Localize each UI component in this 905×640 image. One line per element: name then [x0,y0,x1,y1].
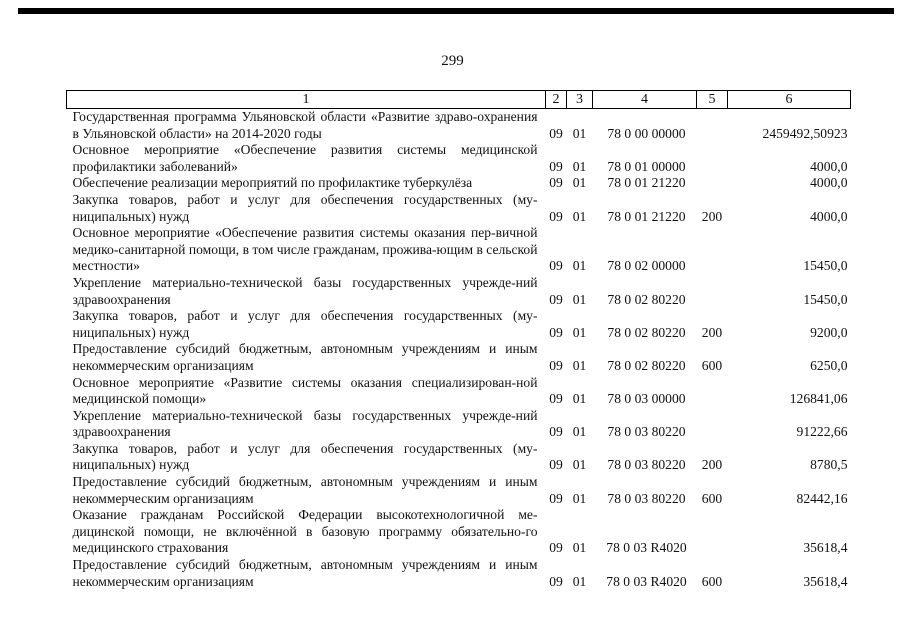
row-podrazdel-cell: 01 [572,258,587,274]
row-vr-cell [697,375,728,408]
row-sum-cell: 126841,06 [789,391,848,407]
row-podrazdel-cell: 01 [572,424,587,440]
row-razdel-cell: 09 [549,125,563,141]
row-csr-cell: 78 0 00 00000 [607,125,686,141]
table-row [67,341,851,374]
row-vr-cell [697,275,728,308]
table-row [67,408,851,441]
row-podrazdel-cell: 01 [572,573,587,589]
row-vr-cell: 200 [701,208,723,224]
row-podrazdel-cell: 01 [572,125,587,141]
row-name-cell: Закупка товаров, работ и услуг для обеспечения государственных (му-ниципальных) нужд [72,440,538,473]
row-sum-cell: 4000,0 [810,158,848,174]
row-name-cell: Укрепление материально-технической базы государственных учрежде-ний здравоохранения [72,407,538,440]
row-razdel-cell: 09 [549,573,563,589]
row-razdel-cell: 09 [549,490,563,506]
row-razdel-cell: 09 [549,357,563,373]
page-number: 299 [441,53,464,69]
table-row [67,225,851,275]
table-row [67,308,851,341]
row-csr-cell: 78 0 02 80220 [607,357,686,373]
row-name-cell: Основное мероприятие «Обеспечение развития системы медицинской профилактики заболеваний» [72,142,538,174]
row-podrazdel-cell: 01 [572,457,587,473]
row-sum-cell: 35618,4 [803,540,848,556]
row-vr-cell: 600 [701,573,723,589]
table-row [67,109,851,143]
header-col-2: 2 [546,91,567,109]
row-name-cell: Основное мероприятие «Развитие системы оказания специализирован-ной медицинской помощи» [72,374,538,407]
row-csr-cell: 78 0 03 80220 [607,457,686,473]
table-row [67,474,851,507]
row-vr-cell [697,142,728,175]
row-razdel-cell: 09 [549,158,563,174]
row-sum-cell: 15450,0 [803,258,848,274]
row-podrazdel-cell: 01 [572,490,587,506]
table-row [67,375,851,408]
row-sum-cell: 8780,5 [810,457,848,473]
row-sum-cell: 4000,0 [810,208,848,224]
table-row [67,175,851,192]
row-razdel-cell: 09 [549,391,563,407]
row-csr-cell: 78 0 02 80220 [607,291,686,307]
row-vr-cell [697,507,728,557]
row-name-cell: Закупка товаров, работ и услуг для обеспечения государственных (му-ниципальных) нужд [72,191,538,224]
row-vr-cell [697,408,728,441]
header-col-1: 1 [67,91,546,109]
row-podrazdel-cell: 01 [572,324,587,340]
row-name-cell: Оказание гражданам Российской Федерации высокотехнологичной ме-дицинской помощи, не включённой в базовую программу обязательно-го медицинского страхования [72,507,538,556]
row-vr-cell: 200 [701,457,723,473]
row-vr-cell [697,175,728,192]
row-razdel-cell: 09 [549,424,563,440]
table-row [67,441,851,474]
row-razdel-cell: 09 [549,258,563,274]
row-csr-cell: 78 0 02 80220 [607,324,686,340]
row-vr-cell: 200 [701,324,723,340]
row-podrazdel-cell: 01 [572,208,587,224]
table-row [67,275,851,308]
header-col-3: 3 [567,91,593,109]
row-podrazdel-cell: 01 [572,175,587,191]
row-vr-cell [697,109,728,143]
row-csr-cell: 78 0 03 R4020 [606,540,687,556]
header-col-5: 5 [697,91,728,109]
top-border-rule [18,8,894,14]
row-name-cell: Обеспечение реализации мероприятий по профилактике туберкулёза [72,175,473,191]
row-razdel-cell: 09 [549,324,563,340]
row-vr-cell [697,225,728,275]
row-name-cell: Предоставление субсидий бюджетным, автономным учреждениям и иным некоммерческим организациям [72,474,538,506]
header-row [67,91,851,109]
row-podrazdel-cell: 01 [572,357,587,373]
row-podrazdel-cell: 01 [572,158,587,174]
row-razdel-cell: 09 [549,208,563,224]
row-sum-cell: 6250,0 [810,357,848,373]
row-csr-cell: 78 0 03 00000 [607,391,686,407]
row-name-cell: Укрепление материально-технической базы государственных учрежде-ний здравоохранения [72,274,538,307]
row-podrazdel-cell: 01 [572,540,587,556]
row-csr-cell: 78 0 03 R4020 [606,573,687,589]
row-razdel-cell: 09 [549,291,563,307]
row-csr-cell: 78 0 01 21220 [607,208,686,224]
table-row [67,507,851,557]
budget-table [66,90,851,590]
row-name-cell: Основное мероприятие «Обеспечение развития системы оказания пер-вичной медико-санитарной помощи, в том числе гражданам, прожива-ющим в сельской местности» [72,225,538,274]
row-sum-cell: 2459492,50923 [762,125,848,141]
row-csr-cell: 78 0 01 21220 [607,175,686,191]
row-name-cell: Предоставление субсидий бюджетным, автономным учреждениям и иным некоммерческим организациям [72,557,538,589]
row-podrazdel-cell: 01 [572,291,587,307]
row-csr-cell: 78 0 03 80220 [607,490,686,506]
row-csr-cell: 78 0 02 00000 [607,258,686,274]
table-row [67,192,851,225]
row-razdel-cell: 09 [549,540,563,556]
table-row [67,557,851,590]
row-sum-cell: 35618,4 [803,573,848,589]
row-sum-cell: 91222,66 [796,424,848,440]
row-sum-cell: 82442,16 [796,490,848,506]
table-row [67,142,851,175]
row-name-cell: Закупка товаров, работ и услуг для обеспечения государственных (му-ниципальных) нужд [72,308,538,340]
row-sum-cell: 9200,0 [810,324,848,340]
row-vr-cell: 600 [701,357,723,373]
row-sum-cell: 4000,0 [810,175,848,191]
row-razdel-cell: 09 [549,175,563,191]
row-name-cell: Предоставление субсидий бюджетным, автономным учреждениям и иным некоммерческим организациям [72,341,538,373]
header-col-6: 6 [728,91,851,109]
row-csr-cell: 78 0 03 80220 [607,424,686,440]
row-name-cell: Государственная программа Ульяновской области «Развитие здраво-охранения в Ульяновской области» на 2014-2020 годы [72,109,538,141]
row-csr-cell: 78 0 01 00000 [607,158,686,174]
table-body [67,109,851,591]
header-col-4: 4 [593,91,697,109]
row-vr-cell: 600 [701,490,723,506]
row-sum-cell: 15450,0 [803,291,848,307]
row-podrazdel-cell: 01 [572,391,587,407]
row-razdel-cell: 09 [549,457,563,473]
